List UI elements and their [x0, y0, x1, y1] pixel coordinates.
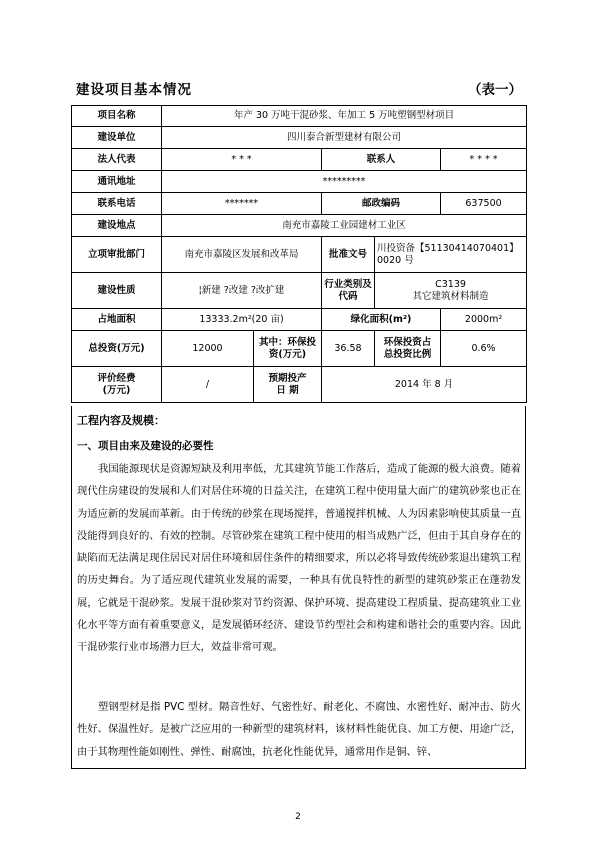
eval-fee-label: [72, 367, 162, 403]
industry-label-line1: 行业类别及: [324, 278, 372, 290]
green-area-label: 绿化面积(m²): [322, 309, 441, 331]
postcode-value: 637500: [441, 193, 527, 215]
address-label: 通讯地址: [72, 171, 162, 193]
env-invest-label-line1: 其中：环保投: [258, 336, 316, 348]
env-invest-label: [254, 331, 322, 367]
sub-section-title: 一、项目由来及建设的必要性: [77, 440, 214, 452]
eval-fee-label-line1: 评价经费: [97, 372, 136, 384]
env-invest-label-line2: 资(万元): [268, 348, 307, 360]
approval-no-value: [375, 237, 527, 273]
table-row: [72, 273, 527, 309]
approval-dept-label: 立项审批部门: [72, 237, 162, 273]
nature-value: ¦新建 ?改建 ?改扩建: [162, 273, 322, 309]
industry-label-line2: 代码: [338, 290, 358, 302]
contact-label: 联系人: [322, 149, 441, 171]
approval-no-label: 批准文号: [322, 237, 375, 273]
industry-name: 其它建筑材料制造: [412, 290, 489, 302]
table-row: [72, 237, 527, 273]
nature-label: 建设性质: [72, 273, 162, 309]
industry-code: C3139: [435, 278, 466, 290]
project-name-value: 年产 30 万吨干混砂浆、年加工 5 万吨塑钢型材项目: [162, 106, 527, 127]
table-number: （表一）: [468, 82, 522, 98]
section-title: 工程内容及规模：: [77, 414, 165, 427]
production-date-label-line2: 日 期: [276, 384, 299, 396]
legal-rep-value: * * *: [162, 149, 322, 171]
production-date-label-line1: 预期投产: [268, 372, 307, 384]
page-number: 2: [295, 812, 301, 822]
table-row: [72, 106, 527, 127]
address-value: *********: [162, 171, 527, 193]
legal-rep-label: 法人代表: [72, 149, 162, 171]
location-label: 建设地点: [72, 215, 162, 237]
paragraph-background: 我国能源现状是资源短缺及利用率低，尤其建筑节能工作落后，造成了能源的极大浪费。随着现代住房建设的发展和人们对居住环境的日益关注，在建筑工程中使用量大面广的建筑砂浆也正在为适应新的发展而革新。由于传统的砂浆在现场搅拌，普通搅拌机械、人为因素影响使其质量一直没能得到良好的、有效的控制。尽管砂浆在建筑工程中使用的相当成熟广泛，但由于其自身存在的缺陷而无法满足现住居民对居住环境和居住条件的精细要求，所以必将导致传统砂浆退出建筑工程的历史舞台。为了适应现代建筑业发展的需要，一种具有优良特性的新型的建筑砂浆正在蓬勃发展，它就是干混砂浆。发展干混砂浆对节约资源、保护环境、提高建设工程质量、提高建筑业工业化水平等方面有着重要意义，是发展循环经济、建设节约型社会和构建和谐社会的重要内容。因此干混砂浆行业市场潜力巨大，效益非常可观。: [77, 463, 521, 654]
green-area-value: 2000m²: [441, 309, 527, 331]
paragraph-pvc: 塑钢型材是指 PVC 型材。隔音性好、气密性好、耐老化、不腐蚀、水密性好、耐冲击、防火性好、保温性好。是被广泛应用的一种新型的建筑材料，该材料性能优良、加工方便、用途广泛，由于其物理性能如刚性、弹性、耐腐蚀，抗老化性能优异，通常用作是铜、锌、: [77, 701, 521, 758]
env-ratio-label-line2: 总投资比例: [383, 348, 432, 360]
env-ratio-label-line1: 环保投资占: [383, 336, 432, 348]
project-content-box: [71, 406, 526, 769]
project-info-table: [71, 105, 527, 403]
contact-value: * * * *: [441, 149, 527, 171]
project-name-label: 项目名称: [72, 106, 162, 127]
table-row: [72, 367, 527, 403]
table-row: [72, 149, 527, 171]
page-title: 建设项目基本情况: [76, 82, 192, 98]
approval-no-line1: 川投资备【51130414070401】: [377, 242, 519, 254]
location-value: 南充市嘉陵工业园建材工业区: [162, 215, 527, 237]
phone-label: 联系电话: [72, 193, 162, 215]
eval-fee-value: /: [162, 367, 254, 403]
investment-value: 12000: [162, 331, 254, 367]
industry-label: [322, 273, 375, 309]
env-ratio-label: [375, 331, 441, 367]
approval-dept-value: 南充市嘉陵区发展和改革局: [162, 237, 322, 273]
investment-label: 总投资(万元): [72, 331, 162, 367]
industry-value: [375, 273, 527, 309]
production-date-label: [254, 367, 322, 403]
table-row: [72, 215, 527, 237]
table-row: [72, 309, 527, 331]
table-row: [72, 193, 527, 215]
table-row: [72, 127, 527, 149]
area-label: 占地面积: [72, 309, 162, 331]
area-value: 13333.2m²(20 亩): [162, 309, 322, 331]
production-date-value: 2014 年 8 月: [322, 367, 527, 403]
company-value: 四川泰合新型建材有限公司: [162, 127, 527, 149]
approval-no-line2: 0020 号: [377, 254, 414, 266]
phone-value: *******: [162, 193, 322, 215]
table-row: [72, 331, 527, 367]
env-invest-value: 36.58: [322, 331, 375, 367]
table-row: [72, 171, 527, 193]
company-label: 建设单位: [72, 127, 162, 149]
env-ratio-value: 0.6%: [441, 331, 527, 367]
postcode-label: 邮政编码: [322, 193, 441, 215]
eval-fee-label-line2: (万元): [102, 384, 131, 396]
